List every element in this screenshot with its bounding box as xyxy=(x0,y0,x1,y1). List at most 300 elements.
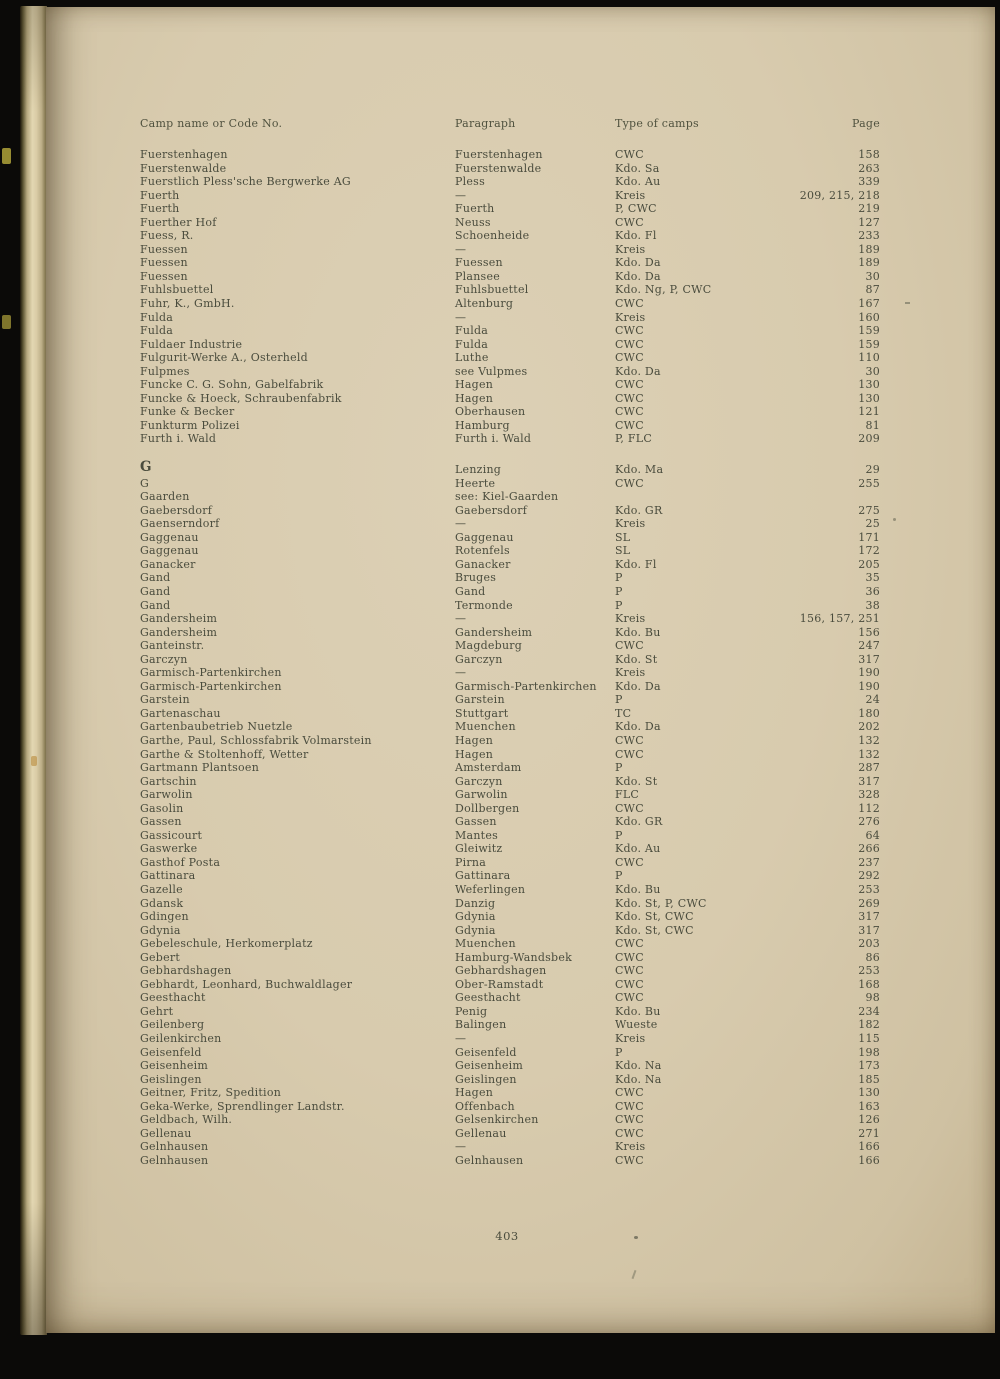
camp-type-cell: CWC xyxy=(615,1126,644,1140)
table-row xyxy=(46,842,995,856)
print-artifact-dot xyxy=(634,1236,638,1239)
page-cell: 29 xyxy=(865,463,880,477)
table-row xyxy=(46,571,995,585)
column-header-page: Page xyxy=(851,117,880,130)
table-row xyxy=(46,216,995,230)
paragraph-cell: Gebhardshagen xyxy=(455,964,547,978)
table-row xyxy=(46,432,995,446)
camp-name-cell: Fuerstlich Pless'sche Bergwerke AG xyxy=(140,175,351,189)
page-cell: 205 xyxy=(858,557,880,571)
camp-name-cell: Gebhardt, Leonhard, Buchwaldlager xyxy=(140,977,353,991)
table-row xyxy=(46,189,995,203)
paragraph-cell: Geesthacht xyxy=(455,991,521,1005)
camp-type-cell: P, CWC xyxy=(615,202,657,216)
table-row xyxy=(46,351,995,365)
camp-name-cell: Gand xyxy=(140,584,171,598)
camp-type-cell: TC xyxy=(615,706,632,720)
table-row xyxy=(46,229,995,243)
camp-type-cell: Kdo. Bu xyxy=(615,882,661,896)
table-row xyxy=(46,1154,995,1168)
camp-type-cell: Kdo. Fl xyxy=(615,229,657,243)
camp-type-cell: P xyxy=(615,693,623,707)
camp-name-cell: G xyxy=(140,476,150,490)
camp-type-cell: Kdo. St, CWC xyxy=(615,923,694,937)
paragraph-cell: Gellenau xyxy=(455,1126,507,1140)
camp-name-cell: Gasolin xyxy=(140,801,184,815)
page-cell: 234 xyxy=(858,1004,880,1018)
paragraph-cell: Fuerth xyxy=(455,202,495,216)
paragraph-cell: Lenzing xyxy=(455,463,502,477)
table-row xyxy=(46,1086,995,1100)
edge-mark xyxy=(2,148,11,164)
scan-speck xyxy=(905,302,910,304)
camp-name-cell: Gaenserndorf xyxy=(140,517,220,531)
page-cell: 339 xyxy=(858,175,880,189)
camp-name-cell: Ganteinstr. xyxy=(140,639,205,653)
page-cell: 156, 157, 251 xyxy=(799,612,880,626)
camp-name-cell: Gehrt xyxy=(140,1004,174,1018)
camp-name-cell: Funcke & Hoeck, Schraubenfabrik xyxy=(140,391,342,405)
camp-name-cell: Gartenaschau xyxy=(140,706,221,720)
camp-type-cell: Wueste xyxy=(615,1018,658,1032)
camp-name-cell: Geldbach, Wilh. xyxy=(140,1113,233,1127)
camp-type-cell: Kdo. Da xyxy=(615,364,661,378)
page-cell: 132 xyxy=(858,733,880,747)
page-number: 403 xyxy=(495,1229,519,1243)
camp-name-cell: Fuerstenwalde xyxy=(140,161,227,175)
paragraph-cell: Fulda xyxy=(455,337,489,351)
camp-type-cell: CWC xyxy=(615,1113,644,1127)
paragraph-cell: Hamburg-Wandsbek xyxy=(455,950,573,964)
page-cell: 237 xyxy=(858,855,880,869)
table-row-section-g-start xyxy=(46,459,995,477)
camp-type-cell: CWC xyxy=(615,1153,644,1167)
camp-type-cell: CWC xyxy=(615,351,644,365)
table-row xyxy=(46,1127,995,1141)
table-row xyxy=(46,558,995,572)
column-header-paragraph: Paragraph xyxy=(455,117,516,130)
table-row xyxy=(46,490,995,504)
camp-type-cell: CWC xyxy=(615,977,644,991)
book-binding-edge xyxy=(20,6,47,1335)
page-cell: 35 xyxy=(865,571,880,585)
paragraph-cell: Mantes xyxy=(455,828,498,842)
page-cell: 30 xyxy=(865,364,880,378)
table-row xyxy=(46,924,995,938)
paragraph-cell: Rotenfels xyxy=(455,544,510,558)
table-row xyxy=(46,517,995,531)
camp-type-cell: Kdo. Da xyxy=(615,256,661,270)
table-row xyxy=(46,978,995,992)
paragraph-cell: see Vulpmes xyxy=(455,364,528,378)
page-cell: 275 xyxy=(858,503,880,517)
page-cell: 163 xyxy=(858,1099,880,1113)
camp-type-cell: P, FLC xyxy=(615,432,653,446)
camp-type-cell: Kdo. St xyxy=(615,774,658,788)
table-header-row xyxy=(46,117,995,131)
paragraph-cell: Hamburg xyxy=(455,418,510,432)
page-cell: 36 xyxy=(865,584,880,598)
camp-type-cell: Kdo. Na xyxy=(615,1072,662,1086)
page-cell: 38 xyxy=(865,598,880,612)
page-cell: 266 xyxy=(858,842,880,856)
paragraph-cell: Garmisch-Partenkirchen xyxy=(455,679,597,693)
camp-type-cell: Kreis xyxy=(615,1140,646,1154)
page-cell: 127 xyxy=(858,215,880,229)
paragraph-cell: Gdynia xyxy=(455,910,496,924)
camp-type-cell: Kdo. Sa xyxy=(615,161,660,175)
page-cell: 198 xyxy=(858,1045,880,1059)
paragraph-cell: Geislingen xyxy=(455,1072,517,1086)
page-cell: 167 xyxy=(858,297,880,311)
table-row xyxy=(46,680,995,694)
table-row xyxy=(46,1046,995,1060)
page-cell: 317 xyxy=(858,910,880,924)
camp-name-cell: Gandersheim xyxy=(140,625,218,639)
camp-name-cell: Funke & Becker xyxy=(140,405,235,419)
paragraph-cell: Fuerstenhagen xyxy=(455,148,543,161)
table-row xyxy=(46,544,995,558)
camp-name-cell: Funkturm Polizei xyxy=(140,418,240,432)
table-row xyxy=(46,720,995,734)
table-row xyxy=(46,869,995,883)
paragraph-cell: Altenburg xyxy=(455,297,514,311)
page-cell: 190 xyxy=(858,666,880,680)
camp-name-cell: Gand xyxy=(140,598,171,612)
table-row xyxy=(46,1059,995,1073)
page-cell: 253 xyxy=(858,882,880,896)
camp-name-cell: Furth i. Wald xyxy=(140,432,217,446)
paragraph-cell: Fuerstenwalde xyxy=(455,161,542,175)
camp-type-cell: Kdo. St, P, CWC xyxy=(615,896,707,910)
page-cell: 271 xyxy=(858,1126,880,1140)
edge-mark xyxy=(2,315,11,329)
camp-name-cell: Fulda xyxy=(140,324,174,338)
camp-type-cell: Kdo. Au xyxy=(615,842,661,856)
table-row xyxy=(46,693,995,707)
camp-type-cell: Kdo. Da xyxy=(615,269,661,283)
table-row xyxy=(46,734,995,748)
table-row xyxy=(46,311,995,325)
page-cell: 317 xyxy=(858,923,880,937)
paragraph-cell: Gassen xyxy=(455,815,497,829)
camp-name-cell: Fuldaer Industrie xyxy=(140,337,243,351)
camp-type-cell: CWC xyxy=(615,324,644,338)
paragraph-cell: Gaebersdorf xyxy=(455,503,528,517)
camp-type-cell: CWC xyxy=(615,639,644,653)
paragraph-cell: Plansee xyxy=(455,269,500,283)
paragraph-cell: — xyxy=(455,666,467,680)
paragraph-cell: Fulda xyxy=(455,324,489,338)
camp-name-cell: Geesthacht xyxy=(140,991,206,1005)
paragraph-cell: — xyxy=(455,188,467,202)
table-row xyxy=(46,531,995,545)
camp-type-cell: SL xyxy=(615,544,631,558)
page-cell: 160 xyxy=(858,310,880,324)
page-cell: 328 xyxy=(858,788,880,802)
camp-type-cell: Kdo. St, CWC xyxy=(615,910,694,924)
paragraph-cell: Hagen xyxy=(455,733,494,747)
camp-name-cell: Gaggenau xyxy=(140,530,199,544)
table-row xyxy=(46,338,995,352)
camp-type-cell: Kdo. St xyxy=(615,652,658,666)
table-row xyxy=(46,775,995,789)
table-row xyxy=(46,477,995,491)
page-cell: 130 xyxy=(858,391,880,405)
page-cell: 182 xyxy=(858,1018,880,1032)
camp-name-cell: Fuessen xyxy=(140,242,188,256)
camp-type-cell: Kdo. GR xyxy=(615,503,663,517)
page-cell: 317 xyxy=(858,652,880,666)
page-cell: 209 xyxy=(858,432,880,446)
camp-type-cell: P xyxy=(615,584,623,598)
paragraph-cell: Furth i. Wald xyxy=(455,432,532,446)
camp-name-cell: Garwolin xyxy=(140,788,193,802)
page-cell: 25 xyxy=(865,517,880,531)
table-row xyxy=(46,829,995,843)
camp-type-cell: CWC xyxy=(615,378,644,392)
table-row xyxy=(46,653,995,667)
paragraph-cell: Garczyn xyxy=(455,774,503,788)
camp-type-cell: Kdo. Bu xyxy=(615,1004,661,1018)
camp-type-cell: Kdo. GR xyxy=(615,815,663,829)
paragraph-cell: Oberhausen xyxy=(455,405,526,419)
camp-name-cell: Geisenfeld xyxy=(140,1045,202,1059)
paragraph-cell: — xyxy=(455,310,467,324)
camp-name-cell: Geilenkirchen xyxy=(140,1032,222,1045)
camp-type-cell: P xyxy=(615,828,623,842)
paragraph-cell: Pirna xyxy=(455,855,487,869)
camp-name-cell: Gasthof Posta xyxy=(140,855,221,869)
page-cell: 203 xyxy=(858,937,880,951)
camp-type-cell: CWC xyxy=(615,148,644,161)
paragraph-cell: — xyxy=(455,242,467,256)
page-cell: 190 xyxy=(858,679,880,693)
paragraph-cell: — xyxy=(455,517,467,531)
camp-type-cell: Kreis xyxy=(615,612,646,626)
table-row xyxy=(46,270,995,284)
table-row xyxy=(46,297,995,311)
paragraph-cell: Gandersheim xyxy=(455,625,533,639)
camp-type-cell: P xyxy=(615,598,623,612)
camp-name-cell: Fuerstenhagen xyxy=(140,148,228,161)
page-cell: 130 xyxy=(858,378,880,392)
camp-name-cell: Ganacker xyxy=(140,557,196,571)
page-cell: 180 xyxy=(858,706,880,720)
table-row xyxy=(46,365,995,379)
camp-type-cell: CWC xyxy=(615,476,644,490)
page-cell: 185 xyxy=(858,1072,880,1086)
camp-type-cell: CWC xyxy=(615,937,644,951)
paragraph-cell: Geisenheim xyxy=(455,1059,524,1073)
camp-name-cell: Gaggenau xyxy=(140,544,199,558)
paragraph-cell: Geisenfeld xyxy=(455,1045,517,1059)
camp-name-cell: Gebert xyxy=(140,950,181,964)
paragraph-cell: Gaggenau xyxy=(455,530,514,544)
table-row xyxy=(46,897,995,911)
page-cell: 202 xyxy=(858,720,880,734)
camp-name-cell: Fuhr, K., GmbH. xyxy=(140,297,235,311)
page-cell: 166 xyxy=(858,1153,880,1167)
paragraph-cell: Danzig xyxy=(455,896,496,910)
camp-name-cell: Geilenberg xyxy=(140,1018,205,1032)
paper-page xyxy=(46,7,995,1333)
page-cell: 159 xyxy=(858,337,880,351)
camp-name-cell: Gebeleschule, Herkomerplatz xyxy=(140,937,313,951)
page-cell: 255 xyxy=(858,476,880,490)
table-row xyxy=(46,405,995,419)
paragraph-cell: Garczyn xyxy=(455,652,503,666)
paragraph-cell: see: Kiel-Gaarden xyxy=(455,490,559,504)
page-cell: 115 xyxy=(858,1032,880,1045)
table-row xyxy=(46,883,995,897)
page-cell: 172 xyxy=(858,544,880,558)
camp-type-cell: CWC xyxy=(615,964,644,978)
paragraph-cell: Fuessen xyxy=(455,256,503,270)
page-cell: 64 xyxy=(865,828,880,842)
camp-type-cell: CWC xyxy=(615,297,644,311)
table-row xyxy=(46,639,995,653)
page-cell: 168 xyxy=(858,977,880,991)
camp-type-cell: P xyxy=(615,571,623,585)
paragraph-cell: Garstein xyxy=(455,693,505,707)
paragraph-cell: Gleiwitz xyxy=(455,842,503,856)
paragraph-cell: Pless xyxy=(455,175,485,189)
camp-name-cell: Fulgurit-Werke A., Osterheld xyxy=(140,351,308,365)
table-row xyxy=(46,937,995,951)
page-cell: 173 xyxy=(858,1059,880,1073)
paragraph-cell: Bruges xyxy=(455,571,497,585)
index-table-body xyxy=(46,148,995,1167)
camp-type-cell: CWC xyxy=(615,1086,644,1100)
table-row xyxy=(46,148,995,162)
camp-type-cell: Kreis xyxy=(615,188,646,202)
table-row xyxy=(46,1140,995,1154)
camp-type-cell: CWC xyxy=(615,950,644,964)
paragraph-cell: Ober-Ramstadt xyxy=(455,977,544,991)
paragraph-cell: Schoenheide xyxy=(455,229,530,243)
page-cell: 112 xyxy=(858,801,880,815)
camp-type-cell: CWC xyxy=(615,405,644,419)
camp-type-cell: CWC xyxy=(615,747,644,761)
camp-type-cell: Kreis xyxy=(615,310,646,324)
paragraph-cell: Luthe xyxy=(455,351,489,365)
camp-type-cell: SL xyxy=(615,530,631,544)
paragraph-cell: Stuttgart xyxy=(455,706,509,720)
scan-speck xyxy=(893,518,896,521)
camp-name-cell: Gartschin xyxy=(140,774,197,788)
table-row xyxy=(46,856,995,870)
page-cell: 189 xyxy=(858,256,880,270)
table-row xyxy=(46,283,995,297)
paragraph-cell: Neuss xyxy=(455,215,491,229)
table-row xyxy=(46,666,995,680)
camp-name-cell: Gellenau xyxy=(140,1126,192,1140)
camp-name-cell: Fuess, R. xyxy=(140,229,194,243)
camp-type-cell: Kreis xyxy=(615,242,646,256)
paragraph-cell: Gelnhausen xyxy=(455,1153,524,1167)
table-row xyxy=(46,1032,995,1046)
paragraph-cell: Muenchen xyxy=(455,720,516,734)
table-row xyxy=(46,162,995,176)
camp-type-cell: Kreis xyxy=(615,666,646,680)
page-cell: 292 xyxy=(858,869,880,883)
page-cell: 159 xyxy=(858,324,880,338)
camp-name-cell: Garmisch-Partenkirchen xyxy=(140,679,282,693)
camp-type-cell: CWC xyxy=(615,733,644,747)
page-cell: 98 xyxy=(865,991,880,1005)
camp-name-cell: Gdingen xyxy=(140,910,189,924)
table-row xyxy=(46,378,995,392)
table-row xyxy=(46,585,995,599)
table-row xyxy=(46,243,995,257)
camp-name-cell: Gassicourt xyxy=(140,828,203,842)
page-cell: 253 xyxy=(858,964,880,978)
page-cell: 171 xyxy=(858,530,880,544)
paragraph-cell: Ganacker xyxy=(455,557,511,571)
table-row xyxy=(46,599,995,613)
paragraph-cell: Hagen xyxy=(455,391,494,405)
camp-name-cell: Gaarden xyxy=(140,490,190,504)
page-cell: 317 xyxy=(858,774,880,788)
table-row xyxy=(46,612,995,626)
camp-name-cell: Garthe, Paul, Schlossfabrik Volmarstein xyxy=(140,733,372,747)
camp-name-cell: Gaswerke xyxy=(140,842,198,856)
table-row xyxy=(46,392,995,406)
camp-name-cell: Funcke C. G. Sohn, Gabelfabrik xyxy=(140,378,324,392)
page-cell: 233 xyxy=(858,229,880,243)
camp-name-cell: G xyxy=(140,459,152,476)
camp-name-cell: Garthe & Stoltenhoff, Wetter xyxy=(140,747,309,761)
page-cell: 130 xyxy=(858,1086,880,1100)
paragraph-cell: Hagen xyxy=(455,747,494,761)
camp-name-cell: Geislingen xyxy=(140,1072,202,1086)
table-row xyxy=(46,1005,995,1019)
table-row xyxy=(46,626,995,640)
camp-name-cell: Garczyn xyxy=(140,652,188,666)
paragraph-cell: — xyxy=(455,612,467,626)
camp-type-cell: Kreis xyxy=(615,1032,646,1045)
table-row xyxy=(46,910,995,924)
camp-name-cell: Gebhardshagen xyxy=(140,964,232,978)
table-row xyxy=(46,1073,995,1087)
paragraph-cell: Dollbergen xyxy=(455,801,520,815)
page-cell: 219 xyxy=(858,202,880,216)
table-row xyxy=(46,748,995,762)
page-cell: 276 xyxy=(858,815,880,829)
page-cell: 209, 215, 218 xyxy=(799,188,880,202)
page-cell: 81 xyxy=(865,418,880,432)
page-cell: 269 xyxy=(858,896,880,910)
paragraph-cell: Hagen xyxy=(455,378,494,392)
paragraph-cell: Hagen xyxy=(455,1086,494,1100)
camp-name-cell: Gazelle xyxy=(140,882,183,896)
paragraph-cell: Gelsenkirchen xyxy=(455,1113,539,1127)
page-cell: 158 xyxy=(858,148,880,161)
page-cell: 87 xyxy=(865,283,880,297)
camp-name-cell: Gaebersdorf xyxy=(140,503,213,517)
page-cell: 247 xyxy=(858,639,880,653)
camp-type-cell: Kdo. Da xyxy=(615,720,661,734)
camp-name-cell: Gelnhausen xyxy=(140,1153,209,1167)
page-cell: 287 xyxy=(858,761,880,775)
paragraph-cell: Amsterdam xyxy=(455,761,522,775)
camp-name-cell: Gattinara xyxy=(140,869,196,883)
camp-type-cell: Kdo. Au xyxy=(615,175,661,189)
table-row xyxy=(46,419,995,433)
table-row xyxy=(46,802,995,816)
camp-type-cell: CWC xyxy=(615,991,644,1005)
